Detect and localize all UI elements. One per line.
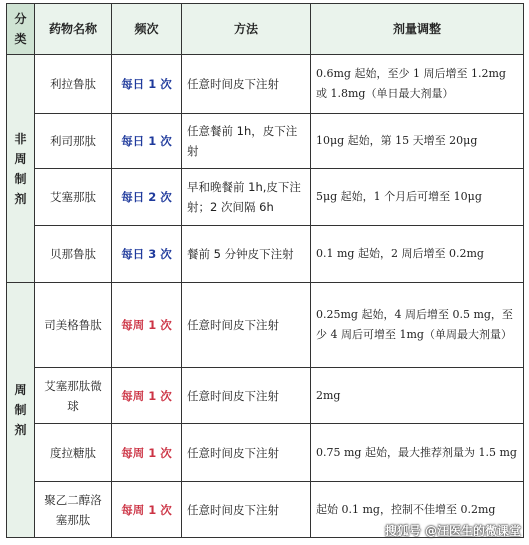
table-row bbox=[7, 169, 524, 226]
table-row bbox=[7, 283, 524, 368]
category-char: 剂 bbox=[14, 423, 27, 437]
method: 任意时间皮下注射 bbox=[182, 283, 311, 368]
header-frequency: 频次 bbox=[112, 4, 182, 55]
frequency: 每周 1 次 bbox=[112, 283, 182, 368]
watermark: 搜狐号 @汪医生的微课堂 bbox=[384, 524, 521, 538]
drug-name: 贝那鲁肽 bbox=[35, 226, 112, 283]
method: 早和晚餐前 1h,皮下注射；2 次间隔 6h bbox=[182, 169, 311, 226]
drug-name: 利拉鲁肽 bbox=[35, 55, 112, 114]
frequency: 每日 1 次 bbox=[112, 114, 182, 169]
category-char: 周 bbox=[14, 151, 27, 166]
frequency: 每周 1 次 bbox=[112, 482, 182, 538]
dose: 0.6mg 起始，至少 1 周后增至 1.2mg 或 1.8mg（单日最大剂量） bbox=[311, 55, 524, 114]
drug-table bbox=[6, 3, 524, 538]
category-weekly-label bbox=[12, 380, 29, 440]
category-char: 制 bbox=[14, 171, 27, 186]
header-method: 方法 bbox=[182, 4, 311, 55]
header-category: 分类 bbox=[7, 4, 35, 55]
category-weekly bbox=[7, 283, 35, 538]
dose: 5μg 起始，1 个月后可增至 10μg bbox=[311, 169, 524, 226]
header-row bbox=[7, 4, 524, 55]
table-row bbox=[7, 114, 524, 169]
category-char: 制 bbox=[14, 403, 27, 417]
method: 任意餐前 1h，皮下注射 bbox=[182, 114, 311, 169]
method: 任意时间皮下注射 bbox=[182, 368, 311, 424]
dose: 10μg 起始，第 15 天增至 20μg bbox=[311, 114, 524, 169]
drug-name: 艾塞那肽微球 bbox=[35, 368, 112, 424]
dose: 起始 0.1 mg，控制不佳增至 0.2mg bbox=[311, 482, 524, 538]
method: 餐前 5 分钟皮下注射 bbox=[182, 226, 311, 283]
frequency: 每日 1 次 bbox=[112, 55, 182, 114]
table-row bbox=[7, 226, 524, 283]
frequency: 每日 2 次 bbox=[112, 169, 182, 226]
dose: 0.25mg 起始，4 周后增至 0.5 mg，至少 4 周后可增至 1mg（单周最大剂量） bbox=[311, 283, 524, 368]
frequency: 每周 1 次 bbox=[112, 424, 182, 482]
category-char: 非 bbox=[14, 131, 27, 146]
method: 任意时间皮下注射 bbox=[182, 424, 311, 482]
dose: 0.1 mg 起始，2 周后增至 0.2mg bbox=[311, 226, 524, 283]
dose: 0.75 mg 起始，最大推荐剂量为 1.5 mg bbox=[311, 424, 524, 482]
category-non-weekly-label bbox=[12, 129, 29, 209]
method: 任意时间皮下注射 bbox=[182, 482, 311, 538]
category-char: 剂 bbox=[14, 191, 27, 206]
drug-name: 度拉糖肽 bbox=[35, 424, 112, 482]
table-row bbox=[7, 55, 524, 114]
table-row bbox=[7, 424, 524, 482]
table-row bbox=[7, 368, 524, 424]
dose: 2mg bbox=[311, 368, 524, 424]
header-dose: 剂量调整 bbox=[311, 4, 524, 55]
frequency: 每周 1 次 bbox=[112, 368, 182, 424]
category-non-weekly bbox=[7, 55, 35, 283]
drug-name: 利司那肽 bbox=[35, 114, 112, 169]
drug-name: 聚乙二醇洛塞那肽 bbox=[35, 482, 112, 538]
header-drug: 药物名称 bbox=[35, 4, 112, 55]
frequency: 每日 3 次 bbox=[112, 226, 182, 283]
category-char: 周 bbox=[14, 383, 27, 397]
drug-name: 司美格鲁肽 bbox=[35, 283, 112, 368]
method: 任意时间皮下注射 bbox=[182, 55, 311, 114]
drug-name: 艾塞那肽 bbox=[35, 169, 112, 226]
